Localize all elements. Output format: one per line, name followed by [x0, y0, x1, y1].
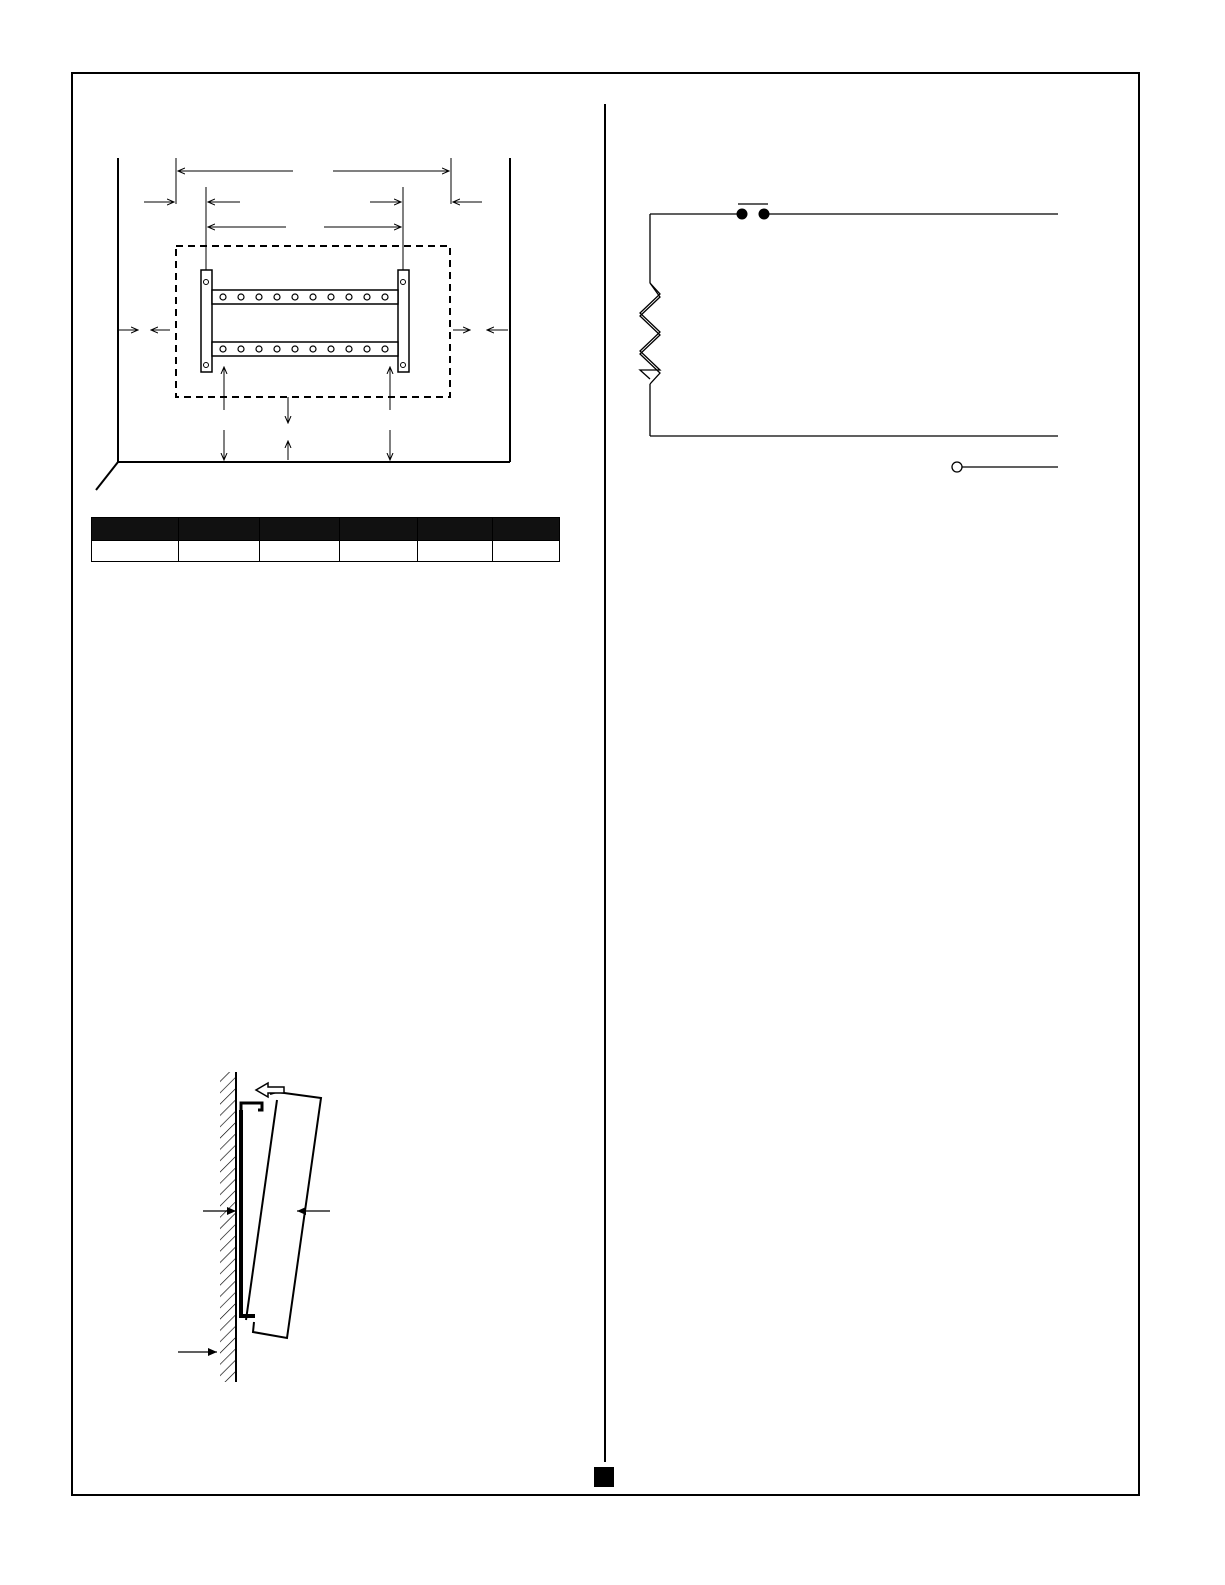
switch-contact-left: [737, 209, 748, 220]
switch-contact-right: [759, 209, 770, 220]
ground-terminal: [952, 462, 962, 472]
heating-element-resistor: [640, 283, 660, 384]
page-number-marker: [594, 1467, 614, 1487]
